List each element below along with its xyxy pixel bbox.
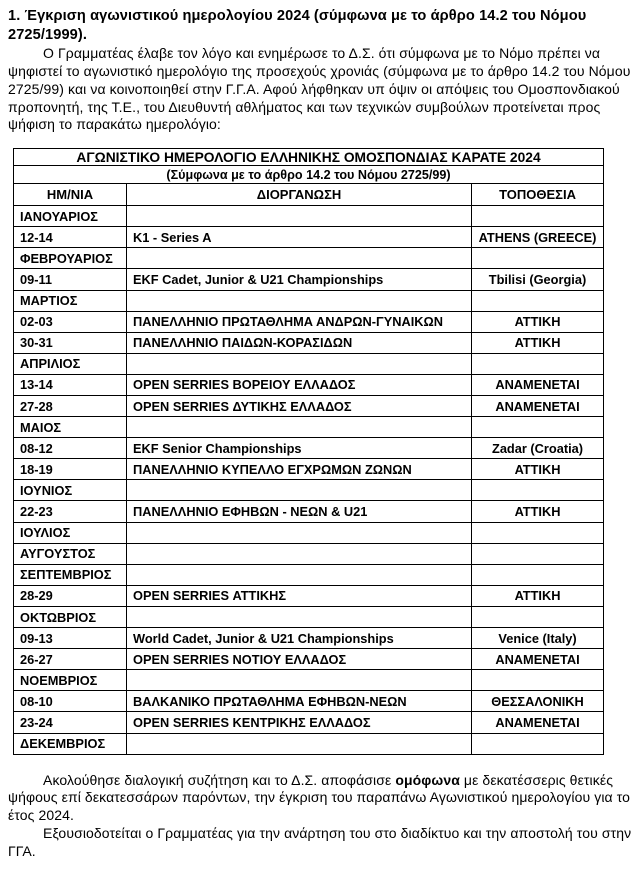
date-cell: 27-28 <box>14 396 127 417</box>
event-cell <box>127 290 472 311</box>
unanimous-emphasis: ομόφωνα <box>395 771 460 788</box>
column-header-event: ΔΙΟΡΓΑΝΩΣΗ <box>127 184 472 206</box>
table-row <box>14 290 604 311</box>
location-cell: ΘΕΣΣΑΛΟΝΙΚΗ <box>472 691 604 712</box>
event-cell: EKF Senior Championships <box>127 438 472 459</box>
table-subtitle: (Σύμφωνα με το άρθρο 14.2 του Νόμου 2725/99) <box>14 166 604 184</box>
location-cell <box>472 248 604 269</box>
location-cell <box>472 733 604 754</box>
column-header-date: ΗΜ/ΝΙΑ <box>14 184 127 206</box>
table-header-row <box>14 184 604 206</box>
event-cell: EKF Cadet, Junior & U21 Championships <box>127 269 472 290</box>
event-cell: ΠΑΝΕΛΛΗΝΙΟ ΚΥΠΕΛΛΟ ΕΓΧΡΩΜΩΝ ΖΩΝΩΝ <box>127 459 472 480</box>
date-cell: 08-10 <box>14 691 127 712</box>
event-cell: K1 - Series A <box>127 227 472 248</box>
event-cell: OPEN SERRIES ΑΤΤΙΚΗΣ <box>127 585 472 606</box>
table-row <box>14 712 604 733</box>
table-row <box>14 269 604 290</box>
location-cell <box>472 522 604 543</box>
location-cell: ΑΤΤΙΚΗ <box>472 585 604 606</box>
table-row <box>14 649 604 670</box>
event-cell: ΠΑΝΕΛΛΗΝΙΟ ΕΦΗΒΩΝ - ΝΕΩΝ & U21 <box>127 501 472 522</box>
table-row <box>14 248 604 269</box>
table-row <box>14 206 604 227</box>
location-cell <box>472 606 604 627</box>
location-cell <box>472 206 604 227</box>
event-cell: ΒΑΛΚΑΝΙΚΟ ΠΡΩΤΑΘΛΗΜΑ ΕΦΗΒΩΝ-ΝΕΩΝ <box>127 691 472 712</box>
date-cell: ΙΟΥΛΙΟΣ <box>14 522 127 543</box>
date-cell: 09-11 <box>14 269 127 290</box>
event-cell <box>127 248 472 269</box>
table-row <box>14 227 604 248</box>
table-row <box>14 438 604 459</box>
date-cell: 08-12 <box>14 438 127 459</box>
table-row <box>14 332 604 353</box>
decision-text-after: με δεκατέσσερις θετικές ψήφους επί δεκατεσσάρων παρόντων, την έγκριση του παραπάνω Αγωνιστικού ημερολογίου για το έτος 2024. <box>8 771 631 824</box>
location-cell: ΑΤΤΙΚΗ <box>472 501 604 522</box>
event-cell <box>127 670 472 691</box>
table-row <box>14 670 604 691</box>
location-cell <box>472 670 604 691</box>
date-cell: ΑΠΡΙΛΙΟΣ <box>14 353 127 374</box>
table-row <box>14 522 604 543</box>
table-row <box>14 311 604 332</box>
event-cell <box>127 480 472 501</box>
event-cell: ΠΑΝΕΛΛΗΝΙΟ ΠΡΩΤΑΘΛΗΜΑ ΑΝΔΡΩΝ-ΓΥΝΑΙΚΩΝ <box>127 311 472 332</box>
event-cell: OPEN SERRIES ΔΥΤΙΚΗΣ ΕΛΛΑΔΟΣ <box>127 396 472 417</box>
date-cell: 13-14 <box>14 374 127 395</box>
table-row <box>14 628 604 649</box>
location-cell <box>472 480 604 501</box>
intro-paragraph: Ο Γραμματέας έλαβε τον λόγο και ενημέρωσε το Δ.Σ. ότι σύμφωνα με το Νόμο πρέπει να ψηφιστεί το αγωνιστικό ημερολόγιο της προσεχούς χρονιάς (σύμφωνα με το άρθρο 14.2 του Νόμου 2725/99) και να κοινοποιηθεί στην Γ.Γ.Α. Αφού λήφθηκαν υπ όψιν οι απόψεις του Ομοσπονδιακού προπονητή, της Τ.Ε., του Διευθυντή αθλήματος και των τεχνικών συμβούλων προτείνεται προς ψήφιση το παρακάτω ημερολόγιο: <box>8 45 631 133</box>
table-row <box>14 417 604 438</box>
table-row <box>14 564 604 585</box>
location-cell: Tbilisi (Georgia) <box>472 269 604 290</box>
competition-calendar-table <box>13 148 604 754</box>
location-cell <box>472 290 604 311</box>
date-cell: ΣΕΠΤΕΜΒΡΙΟΣ <box>14 564 127 585</box>
date-cell: 28-29 <box>14 585 127 606</box>
event-cell <box>127 417 472 438</box>
date-cell: 02-03 <box>14 311 127 332</box>
event-cell <box>127 353 472 374</box>
column-header-location: ΤΟΠΟΘΕΣΙΑ <box>472 184 604 206</box>
table-row <box>14 459 604 480</box>
decision-text-before: Ακολούθησε διαλογική συζήτηση και το Δ.Σ. αποφάσισε <box>43 771 396 788</box>
date-cell: ΙΑΝΟΥΑΡΙΟΣ <box>14 206 127 227</box>
event-cell: OPEN SERRIES ΒΟΡΕΙΟΥ ΕΛΛΑΔΟΣ <box>127 374 472 395</box>
location-cell: ΑΝΑΜΕΝΕΤΑΙ <box>472 649 604 670</box>
table-row <box>14 543 604 564</box>
table-row <box>14 501 604 522</box>
location-cell: ΑΝΑΜΕΝΕΤΑΙ <box>472 712 604 733</box>
table-row <box>14 606 604 627</box>
date-cell: 30-31 <box>14 332 127 353</box>
event-cell <box>127 733 472 754</box>
event-cell <box>127 522 472 543</box>
location-cell: Venice (Italy) <box>472 628 604 649</box>
authorization-paragraph: Εξουσιοδοτείται ο Γραμματέας για την ανάρτηση του στο διαδίκτυο και την αποστολή του στην ΓΓΑ. <box>8 825 632 859</box>
date-cell: ΙΟΥΝΙΟΣ <box>14 480 127 501</box>
location-cell: Zadar (Croatia) <box>472 438 604 459</box>
event-cell <box>127 606 472 627</box>
location-cell <box>472 417 604 438</box>
table-title-row <box>14 149 604 166</box>
date-cell: ΝΟΕΜΒΡΙΟΣ <box>14 670 127 691</box>
date-cell: 12-14 <box>14 227 127 248</box>
date-cell: ΑΥΓΟΥΣΤΟΣ <box>14 543 127 564</box>
location-cell: ΑΝΑΜΕΝΕΤΑΙ <box>472 374 604 395</box>
location-cell: ΑΤΤΙΚΗ <box>472 332 604 353</box>
table-subtitle-row <box>14 166 604 184</box>
location-cell: ΑΤΤΙΚΗ <box>472 311 604 332</box>
table-row <box>14 733 604 754</box>
table-title: ΑΓΩΝΙΣΤΙΚΟ ΗΜΕΡΟΛΟΓΙΟ ΕΛΛΗΝΙΚΗΣ ΟΜΟΣΠΟΝΔΙΑΣ ΚΑΡΑΤΕ 2024 <box>14 149 604 166</box>
event-cell: ΠΑΝΕΛΛΗΝΙΟ ΠΑΙΔΩΝ-ΚΟΡΑΣΙΔΩΝ <box>127 332 472 353</box>
date-cell: ΔΕΚΕΜΒΡΙΟΣ <box>14 733 127 754</box>
event-cell <box>127 564 472 585</box>
table-row <box>14 691 604 712</box>
event-cell <box>127 543 472 564</box>
table-row <box>14 480 604 501</box>
location-cell: ΑΤΤΙΚΗ <box>472 459 604 480</box>
table-row <box>14 585 604 606</box>
event-cell: OPEN SERRIES ΝΟΤΙΟΥ ΕΛΛΑΔΟΣ <box>127 649 472 670</box>
date-cell: 09-13 <box>14 628 127 649</box>
section-heading: 1. Έγκριση αγωνιστικού ημερολογίου 2024 (σύμφωνα με το άρθρο 14.2 του Νόμου 2725/1999). <box>8 8 587 43</box>
location-cell <box>472 543 604 564</box>
location-cell <box>472 353 604 374</box>
date-cell: 23-24 <box>14 712 127 733</box>
date-cell: 26-27 <box>14 649 127 670</box>
location-cell <box>472 564 604 585</box>
table-row <box>14 353 604 374</box>
event-cell: World Cadet, Junior & U21 Championships <box>127 628 472 649</box>
date-cell: ΟΚΤΩΒΡΙΟΣ <box>14 606 127 627</box>
closing-block <box>8 772 632 861</box>
event-cell: OPEN SERRIES ΚΕΝΤΡΙΚΗΣ ΕΛΛΑΔΟΣ <box>127 712 472 733</box>
event-cell <box>127 206 472 227</box>
calendar-rows-body <box>14 206 604 754</box>
date-cell: 18-19 <box>14 459 127 480</box>
date-cell: ΦΕΒΡΟΥΑΡΙΟΣ <box>14 248 127 269</box>
date-cell: 22-23 <box>14 501 127 522</box>
location-cell: ΑΝΑΜΕΝΕΤΑΙ <box>472 396 604 417</box>
table-row <box>14 374 604 395</box>
date-cell: ΜΑΡΤΙΟΣ <box>14 290 127 311</box>
decision-paragraph <box>8 772 632 825</box>
table-row <box>14 396 604 417</box>
date-cell: ΜΑΙΟΣ <box>14 417 127 438</box>
location-cell: ATHENS (GREECE) <box>472 227 604 248</box>
